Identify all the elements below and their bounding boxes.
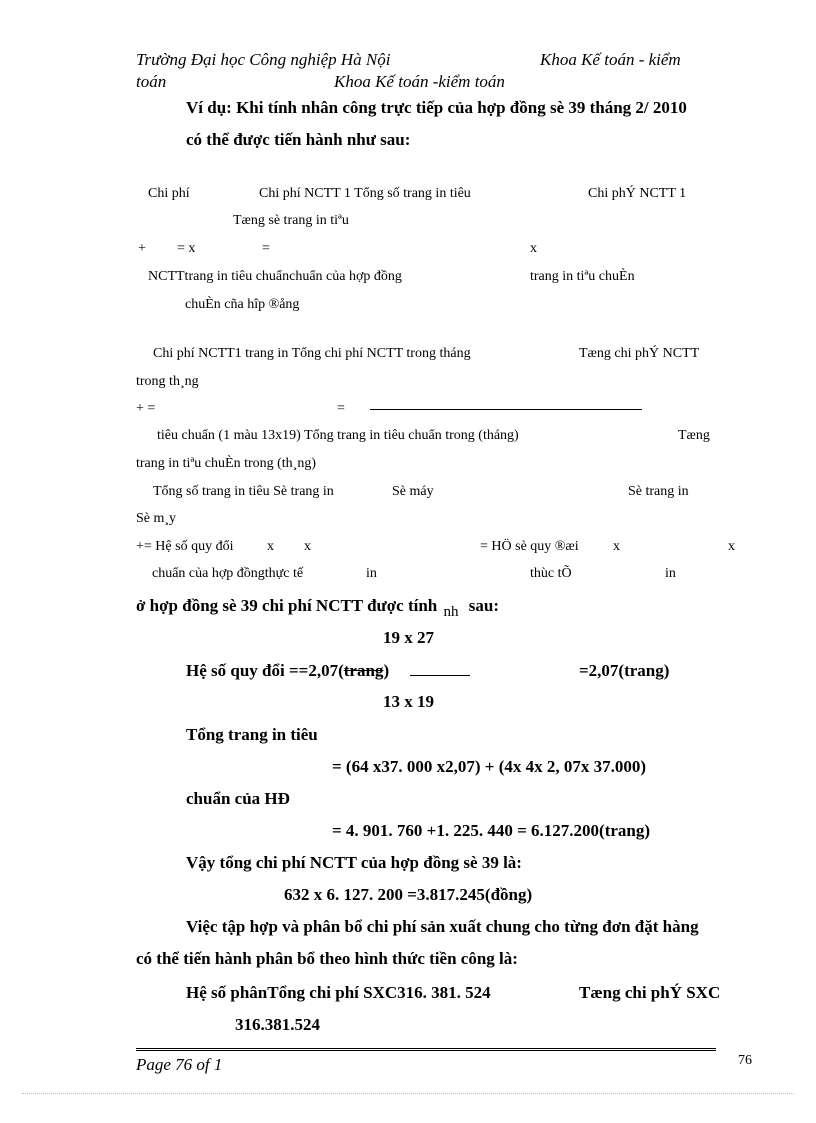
conclusion-calc: 632 x 6. 127. 200 =3.817.245(đồng) (284, 885, 533, 904)
formula2-row2: trong th¸ng (136, 374, 199, 389)
intro-line-1: Ví dụ: Khi tính nhân công trực tiếp của hợp đồng sè 39 tháng 2/ 2010 (186, 98, 687, 117)
formula1-row5: chuÈn cña hîp ®ång (185, 297, 300, 312)
formula3-row3-a: += Hệ số quy đổi (136, 539, 234, 554)
formula3-row3-f: x (728, 539, 735, 554)
formula1-row1-c: Chi phÝ NCTT 1 (588, 186, 687, 201)
sxc-formula-b: Tæng chi phÝ SXC (579, 983, 721, 1002)
formula1-row1-b: Chi phí NCTT 1 Tổng số trang in tiêu (259, 186, 471, 201)
intro-line-2: có thể được tiến hành như sau: (186, 130, 411, 149)
formula2-row1-a: Chi phí NCTT1 trang in Tổng chi phí NCTT trong tháng (153, 346, 471, 361)
formula3-row1-b: Sè máy (392, 484, 434, 499)
formula1-row3-b: = x (177, 241, 196, 256)
coefficient-line (186, 661, 389, 681)
sxc-paragraph-1: Việc tập hợp và phân bổ chi phí sản xuất chung cho từng đơn đặt hàng (186, 917, 699, 936)
conclusion: Vậy tổng chi phí NCTT của hợp đồng sè 39 là: (186, 853, 522, 872)
footer-page-label: Page 76 of 1 (136, 1055, 223, 1074)
formula2-row3-a: + = (136, 401, 156, 416)
total-label-2: chuẩn của HĐ (186, 789, 290, 808)
formula3-row1-a: Tổng số trang in tiêu Sè trang in (153, 484, 334, 499)
formula1-row3-c: = (262, 241, 270, 256)
footer-rule (136, 1048, 716, 1051)
sxc-formula-a: Hệ số phânTổng chi phí SXC316. 381. 524 (186, 983, 491, 1002)
coefficient-fraction-line (410, 675, 470, 676)
total-equation-1: = (64 x37. 000 x2,07) + (4x 4x 2, 07x 37.000) (332, 757, 647, 776)
sxc-paragraph-2: có thể tiến hành phân bổ theo hình thức tiền công là: (136, 949, 518, 968)
total-label-1: Tổng trang in tiêu (186, 725, 318, 744)
page-bottom-border (22, 1093, 794, 1094)
calc-intro (136, 596, 499, 620)
coefficient-result: =2,07(trang) (579, 661, 670, 680)
coefficient-label: Hệ số quy đổi ==2,07( (186, 661, 344, 680)
header-faculty-cont: toán (136, 72, 167, 91)
formula3-row4-a: chuẩn của hợp đồngthực tế (152, 566, 304, 581)
formula2-row1-b: Tæng chi phÝ NCTT (579, 346, 700, 361)
header-faculty-repeat: Khoa Kế toán -kiểm toán (334, 72, 505, 91)
formula2-row4-b: Tæng (678, 428, 710, 443)
formula2-row3-b: = (337, 401, 345, 416)
formula1-row1-a: Chi phí (148, 186, 190, 201)
formula3-row3-e: x (613, 539, 620, 554)
coefficient-close: ) (383, 661, 390, 680)
formula1-row3-a: + (138, 241, 146, 256)
formula1-row2: Tæng sè trang in tiªu (233, 213, 349, 228)
formula3-row2: Sè m¸y (136, 511, 177, 526)
formula3-row3-c: x (304, 539, 311, 554)
formula3-row3-d: = HÖ sè quy ®æi (480, 539, 579, 554)
formula3-row4-d: in (665, 566, 676, 581)
header-faculty: Khoa Kế toán - kiểm (540, 50, 681, 69)
header-school: Trường Đại học Công nghiệp Hà Nội (136, 50, 391, 69)
denominator: 13 x 19 (383, 692, 434, 711)
coefficient-strike: trang (343, 661, 384, 680)
formula1-row3-d: x (530, 241, 537, 256)
formula1-row4-a: NCTTtrang in tiêu chuẩnchuẩn của hợp đồng (148, 269, 402, 284)
formula3-row4-c: thùc tÕ (530, 566, 572, 581)
formula2-row5: trang in tiªu chuÈn trong (th¸ng) (136, 456, 316, 471)
calc-intro-sau: sau: (468, 596, 499, 615)
formula3-row3-b: x (267, 539, 274, 554)
formula2-row4-a: tiêu chuẩn (1 màu 13x19) Tổng trang in tiêu chuẩn trong (tháng) (157, 428, 519, 443)
formula1-row4-b: trang in tiªu chuÈn (530, 269, 635, 284)
formula3-row1-c: Sè trang in (628, 484, 689, 499)
footer-page-number: 76 (738, 1053, 752, 1068)
numerator: 19 x 27 (383, 628, 434, 647)
formula3-row4-b: in (366, 566, 377, 581)
calc-intro-nh: nh (443, 604, 459, 620)
total-equation-2: = 4. 901. 760 +1. 225. 440 = 6.127.200(trang) (332, 821, 651, 840)
fraction-line (370, 409, 642, 410)
calc-intro-text: ở hợp đồng sè 39 chi phí NCTT được tính (136, 596, 438, 615)
sxc-formula-value: 316.381.524 (235, 1015, 320, 1034)
